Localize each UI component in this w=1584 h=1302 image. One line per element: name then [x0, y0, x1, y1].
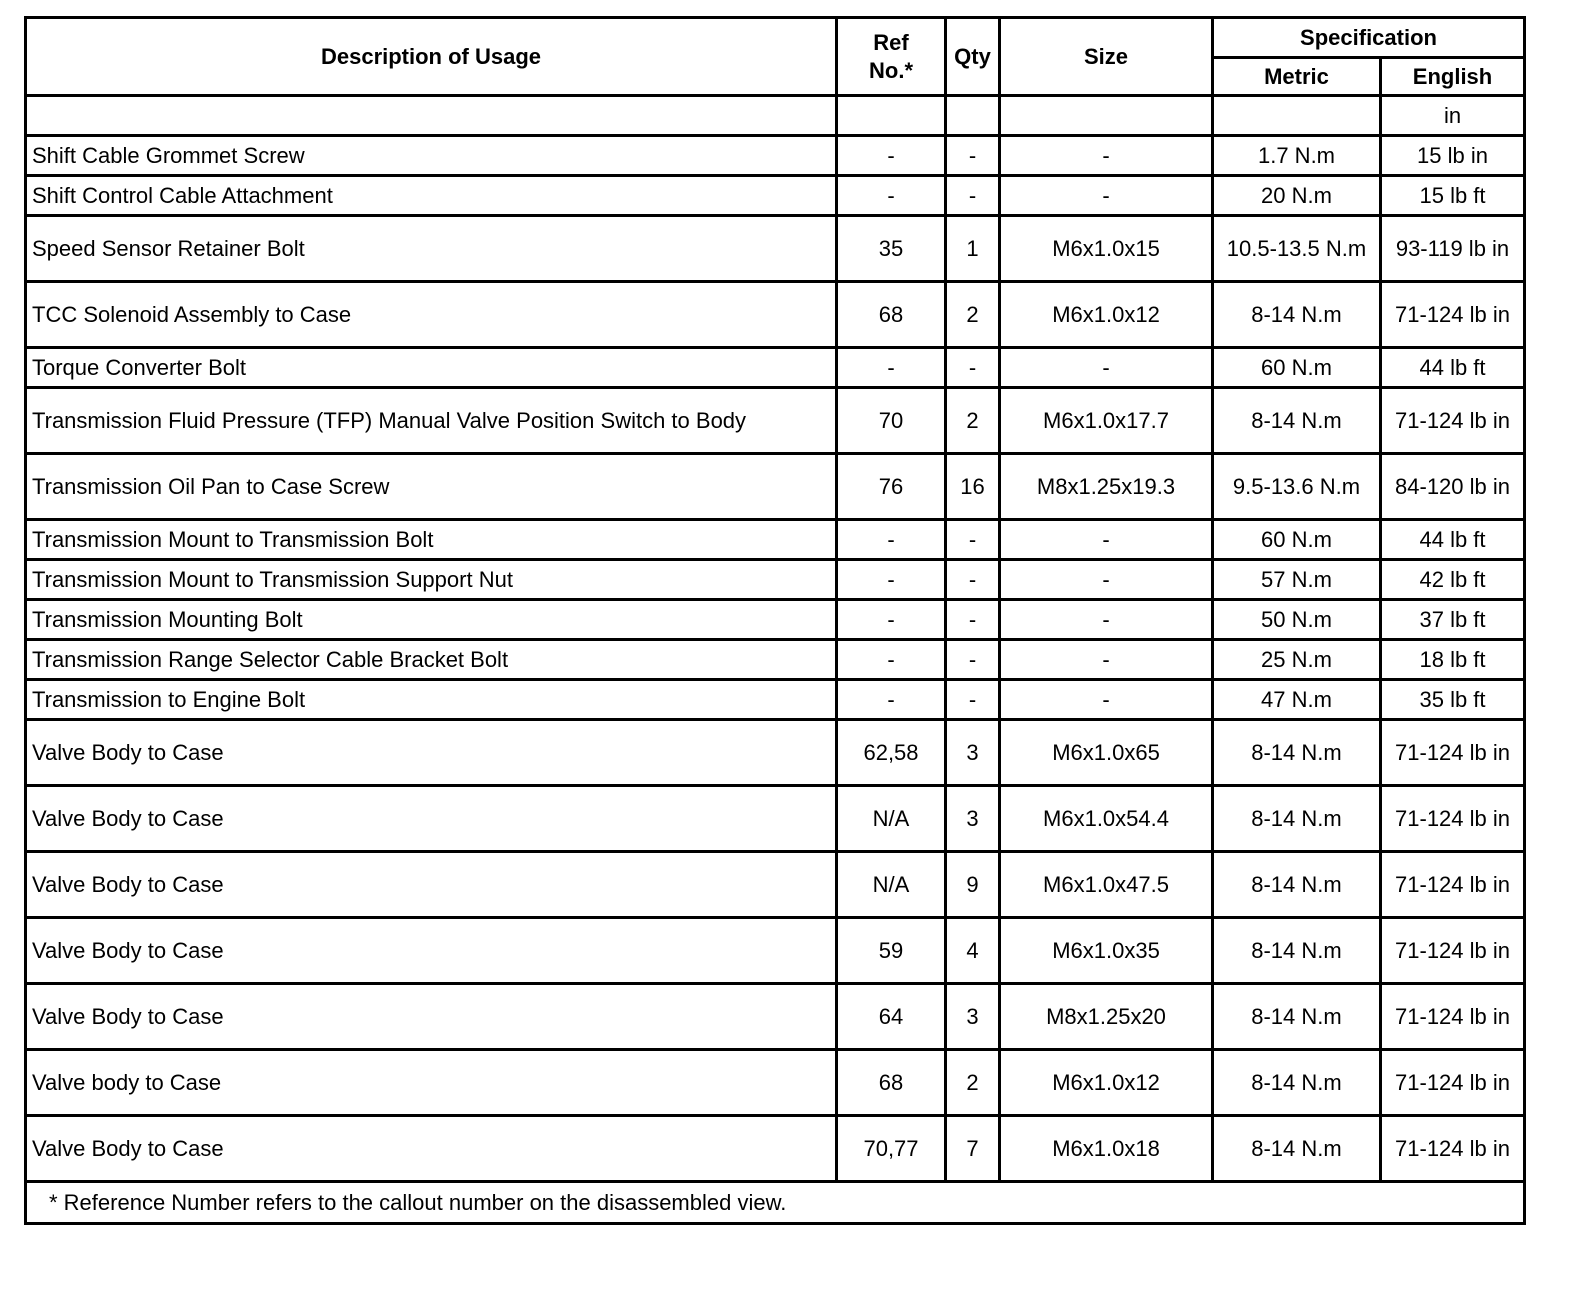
cell-english: 71-124 lb in [1381, 1116, 1525, 1182]
cell-english: 18 lb ft [1381, 640, 1525, 680]
cell-metric: 20 N.m [1213, 176, 1381, 216]
cell-ref-no: N/A [837, 786, 946, 852]
cell-description: Torque Converter Bolt [26, 348, 837, 388]
cell-qty: 9 [946, 852, 1000, 918]
table-row [26, 454, 1525, 520]
cell-description: Valve Body to Case [26, 918, 837, 984]
cell-size: M6x1.0x12 [1000, 1050, 1213, 1116]
header-ref-line1: Ref [873, 29, 909, 55]
cell-qty: 4 [946, 918, 1000, 984]
cell-description: Transmission Oil Pan to Case Screw [26, 454, 837, 520]
cell-metric: 8-14 N.m [1213, 720, 1381, 786]
table-row [26, 348, 1525, 388]
cell-size: - [1000, 176, 1213, 216]
cell-ref-no: - [837, 348, 946, 388]
cell-metric: 9.5-13.6 N.m [1213, 454, 1381, 520]
cell-description: Transmission Mounting Bolt [26, 600, 837, 640]
table-header [26, 18, 1525, 96]
cell-ref-no: - [837, 176, 946, 216]
cell-ref-no: - [837, 600, 946, 640]
cell-metric: 25 N.m [1213, 640, 1381, 680]
cell-metric: 8-14 N.m [1213, 388, 1381, 454]
cell-english: 35 lb ft [1381, 680, 1525, 720]
header-english: English [1381, 58, 1525, 96]
table-row [26, 176, 1525, 216]
cell-ref-no: - [837, 136, 946, 176]
cell-english: 71-124 lb in [1381, 852, 1525, 918]
cell-english: 15 lb in [1381, 136, 1525, 176]
table-row [26, 282, 1525, 348]
cell-description [26, 96, 837, 136]
cell-size: - [1000, 560, 1213, 600]
table-row [26, 680, 1525, 720]
header-qty: Qty [946, 18, 1000, 96]
cell-metric: 60 N.m [1213, 348, 1381, 388]
cell-qty: 2 [946, 282, 1000, 348]
cell-size: - [1000, 640, 1213, 680]
cell-ref-no [837, 96, 946, 136]
cell-size: - [1000, 680, 1213, 720]
table-row [26, 96, 1525, 136]
cell-english: 71-124 lb in [1381, 984, 1525, 1050]
cell-english: 44 lb ft [1381, 348, 1525, 388]
cell-ref-no: 76 [837, 454, 946, 520]
cell-description: Valve Body to Case [26, 786, 837, 852]
cell-qty: 7 [946, 1116, 1000, 1182]
cell-size: - [1000, 520, 1213, 560]
cell-size: - [1000, 136, 1213, 176]
cell-english: 71-124 lb in [1381, 918, 1525, 984]
table-row [26, 640, 1525, 680]
cell-english: in [1381, 96, 1525, 136]
cell-metric: 8-14 N.m [1213, 984, 1381, 1050]
cell-qty: 16 [946, 454, 1000, 520]
cell-description: Shift Control Cable Attachment [26, 176, 837, 216]
cell-qty [946, 96, 1000, 136]
cell-description: Transmission to Engine Bolt [26, 680, 837, 720]
cell-description: Transmission Mount to Transmission Support Nut [26, 560, 837, 600]
cell-size: M6x1.0x15 [1000, 216, 1213, 282]
cell-description: Valve Body to Case [26, 1116, 837, 1182]
cell-english: 93-119 lb in [1381, 216, 1525, 282]
cell-size: M6x1.0x12 [1000, 282, 1213, 348]
torque-spec-table [24, 16, 1526, 1225]
table-row [26, 600, 1525, 640]
cell-metric: 8-14 N.m [1213, 786, 1381, 852]
header-size: Size [1000, 18, 1213, 96]
cell-qty: - [946, 600, 1000, 640]
cell-metric: 1.7 N.m [1213, 136, 1381, 176]
cell-metric: 8-14 N.m [1213, 1116, 1381, 1182]
cell-size: M8x1.25x19.3 [1000, 454, 1213, 520]
cell-ref-no: - [837, 520, 946, 560]
cell-ref-no: 70,77 [837, 1116, 946, 1182]
cell-ref-no: - [837, 680, 946, 720]
cell-description: Valve Body to Case [26, 984, 837, 1050]
cell-qty: - [946, 136, 1000, 176]
cell-metric: 8-14 N.m [1213, 852, 1381, 918]
cell-english: 44 lb ft [1381, 520, 1525, 560]
cell-ref-no: - [837, 640, 946, 680]
cell-qty: - [946, 680, 1000, 720]
cell-size: - [1000, 600, 1213, 640]
cell-size: M6x1.0x17.7 [1000, 388, 1213, 454]
cell-ref-no: N/A [837, 852, 946, 918]
cell-size: M6x1.0x18 [1000, 1116, 1213, 1182]
cell-description: Transmission Fluid Pressure (TFP) Manual Valve Position Switch to Body [26, 388, 837, 454]
cell-qty: - [946, 520, 1000, 560]
cell-ref-no: 68 [837, 1050, 946, 1116]
table-row [26, 1116, 1525, 1182]
cell-english: 71-124 lb in [1381, 1050, 1525, 1116]
cell-metric: 8-14 N.m [1213, 918, 1381, 984]
cell-english: 42 lb ft [1381, 560, 1525, 600]
cell-qty: 3 [946, 984, 1000, 1050]
cell-metric: 57 N.m [1213, 560, 1381, 600]
cell-english: 15 lb ft [1381, 176, 1525, 216]
cell-metric: 47 N.m [1213, 680, 1381, 720]
cell-size: - [1000, 348, 1213, 388]
cell-size [1000, 96, 1213, 136]
table-row [26, 918, 1525, 984]
header-ref-no [837, 18, 946, 96]
table-row [26, 388, 1525, 454]
cell-description: Valve Body to Case [26, 720, 837, 786]
cell-qty: 3 [946, 786, 1000, 852]
header-metric: Metric [1213, 58, 1381, 96]
cell-size: M6x1.0x35 [1000, 918, 1213, 984]
cell-ref-no: 62,58 [837, 720, 946, 786]
cell-qty: - [946, 176, 1000, 216]
cell-qty: 2 [946, 388, 1000, 454]
cell-metric: 10.5-13.5 N.m [1213, 216, 1381, 282]
table-row [26, 520, 1525, 560]
cell-description: TCC Solenoid Assembly to Case [26, 282, 837, 348]
cell-size: M8x1.25x20 [1000, 984, 1213, 1050]
cell-english: 71-124 lb in [1381, 388, 1525, 454]
cell-size: M6x1.0x54.4 [1000, 786, 1213, 852]
cell-ref-no: - [837, 560, 946, 600]
cell-metric: 50 N.m [1213, 600, 1381, 640]
table-row [26, 1050, 1525, 1116]
table-row [26, 136, 1525, 176]
cell-description: Shift Cable Grommet Screw [26, 136, 837, 176]
cell-description: Valve Body to Case [26, 852, 837, 918]
header-specification: Specification [1213, 18, 1525, 58]
table-row [26, 852, 1525, 918]
header-description: Description of Usage [26, 18, 837, 96]
cell-description: Transmission Mount to Transmission Bolt [26, 520, 837, 560]
cell-metric: 8-14 N.m [1213, 282, 1381, 348]
cell-size: M6x1.0x47.5 [1000, 852, 1213, 918]
cell-english: 71-124 lb in [1381, 282, 1525, 348]
cell-qty: - [946, 640, 1000, 680]
footnote: * Reference Number refers to the callout number on the disassembled view. [26, 1182, 1525, 1224]
cell-english: 71-124 lb in [1381, 786, 1525, 852]
cell-description: Speed Sensor Retainer Bolt [26, 216, 837, 282]
cell-qty: 3 [946, 720, 1000, 786]
cell-qty: 1 [946, 216, 1000, 282]
cell-ref-no: 35 [837, 216, 946, 282]
cell-ref-no: 64 [837, 984, 946, 1050]
cell-ref-no: 70 [837, 388, 946, 454]
cell-description: Transmission Range Selector Cable Bracket Bolt [26, 640, 837, 680]
table-row [26, 720, 1525, 786]
cell-metric: 60 N.m [1213, 520, 1381, 560]
cell-english: 71-124 lb in [1381, 720, 1525, 786]
table-row [26, 560, 1525, 600]
cell-qty: - [946, 348, 1000, 388]
table-row [26, 216, 1525, 282]
table-row [26, 786, 1525, 852]
cell-metric [1213, 96, 1381, 136]
cell-description: Valve body to Case [26, 1050, 837, 1116]
cell-qty: - [946, 560, 1000, 600]
cell-metric: 8-14 N.m [1213, 1050, 1381, 1116]
header-ref-line2: No.* [869, 57, 913, 83]
table-body [26, 96, 1525, 1182]
cell-ref-no: 59 [837, 918, 946, 984]
cell-english: 84-120 lb in [1381, 454, 1525, 520]
table-row [26, 984, 1525, 1050]
cell-english: 37 lb ft [1381, 600, 1525, 640]
cell-ref-no: 68 [837, 282, 946, 348]
cell-qty: 2 [946, 1050, 1000, 1116]
cell-size: M6x1.0x65 [1000, 720, 1213, 786]
